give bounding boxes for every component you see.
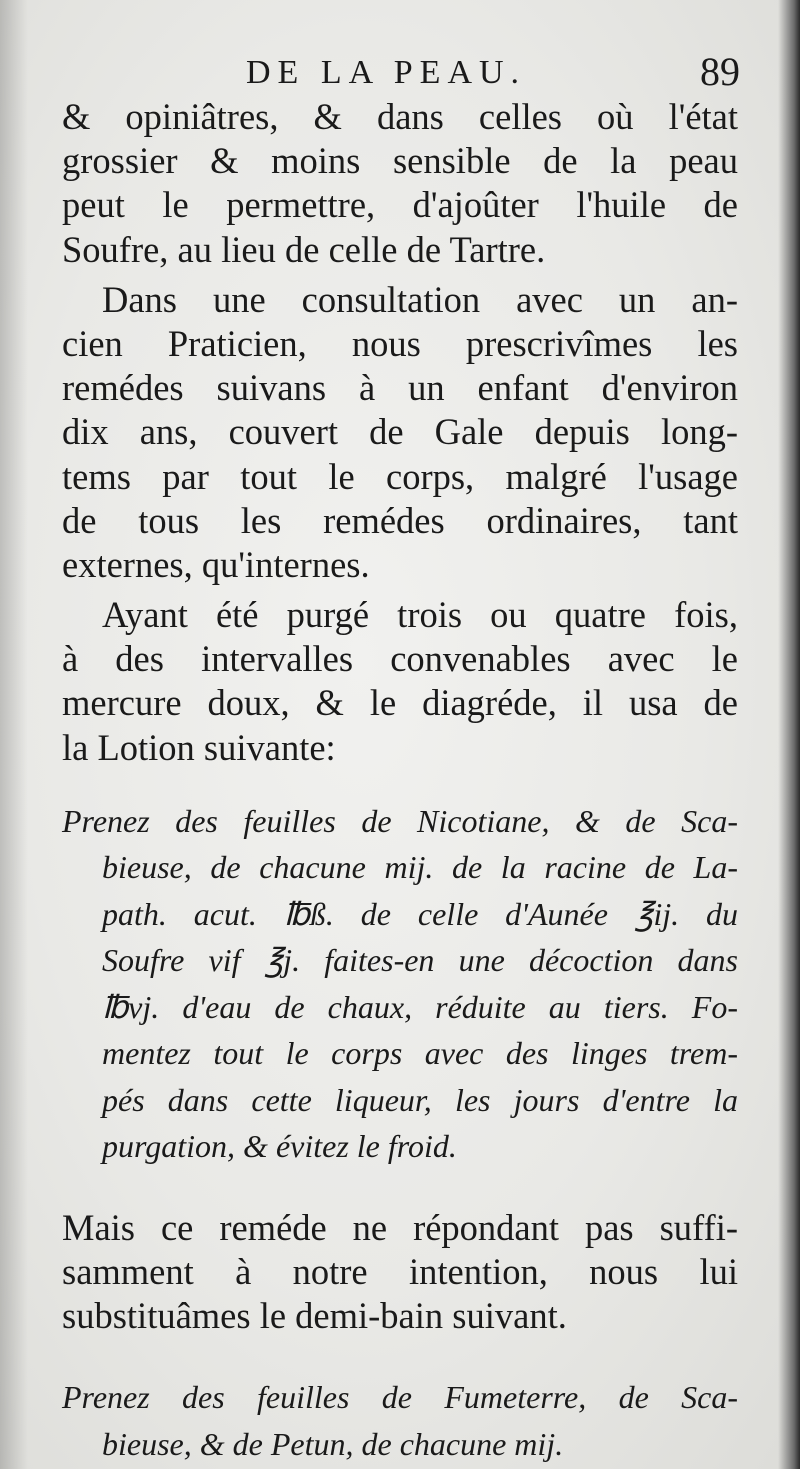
- text-line: Soufre vif ℥j. faites-en une décoction dans: [102, 942, 738, 979]
- text-line: peut le permettre, d'ajoûter l'huile de: [62, 184, 738, 226]
- gutter-shadow: [0, 0, 28, 1469]
- text-line: substituâmes le demi-bain suivant.: [62, 1295, 567, 1337]
- text-line: Dans une consultation avec un an-: [102, 278, 738, 320]
- text-line: ℔vj. d'eau de chaux, réduite au tiers. Fo-: [102, 988, 738, 1025]
- text-line: grossier & moins sensible de la peau: [62, 140, 738, 182]
- paragraph-2: [62, 278, 738, 587]
- text-line: Soufre, au lieu de celle de Tartre.: [62, 228, 546, 270]
- text-line: purgation, & évitez le froid.: [102, 1128, 457, 1165]
- text-line: mentez tout le corps avec des linges trem-: [102, 1035, 738, 1072]
- text-line: bieuse, de chacune mij. de la racine de La-: [102, 849, 738, 886]
- text-line: la Lotion suivante:: [62, 726, 336, 768]
- text-line: bieuse, & de Petun, de chacune mij.: [102, 1425, 564, 1462]
- page-edge: [778, 0, 800, 1469]
- text-line: tems par tout le corps, malgré l'usage: [62, 455, 738, 497]
- recipe-lotion: [62, 798, 738, 1170]
- text-line: externes, qu'internes.: [62, 543, 370, 585]
- text-line: pés dans cette liqueur, les jours d'entre la: [102, 1081, 738, 1118]
- paragraph-1: [62, 95, 738, 272]
- text-line: Mais ce reméde ne répondant pas suffi-: [62, 1206, 738, 1248]
- page-number: 89: [700, 49, 740, 94]
- text-line: Ayant été purgé trois ou quatre fois,: [102, 594, 738, 636]
- text-line: mercure doux, & le diagréde, il usa de: [62, 682, 738, 724]
- text-line: de tous les remédes ordinaires, tant: [62, 499, 738, 541]
- text-line: path. acut. ℔ß. de celle d'Aunée ℥ij. du: [102, 895, 738, 932]
- text-line: samment à notre intention, nous lui: [62, 1251, 738, 1292]
- recipe-demi-bain: [62, 1374, 738, 1467]
- paragraph-3: [62, 593, 738, 770]
- text-line: remédes suivans à un enfant d'environ: [62, 367, 738, 409]
- text-line: Prenez des feuilles de Nicotiane, & de Sca-: [62, 802, 738, 839]
- page-header: [60, 48, 740, 98]
- text-line: à des intervalles convenables avec le: [62, 638, 738, 680]
- text-line: dix ans, couvert de Gale depuis long-: [62, 411, 738, 453]
- paragraph-4: [62, 1206, 738, 1339]
- page-body: [62, 95, 738, 1467]
- text-line: cien Praticien, nous prescrivîmes les: [62, 322, 738, 364]
- running-head: DE LA PEAU.: [246, 54, 527, 91]
- text-line: & opiniâtres, & dans celles où l'état: [62, 96, 738, 137]
- text-line: Prenez des feuilles de Fumeterre, de Sca-: [62, 1379, 738, 1416]
